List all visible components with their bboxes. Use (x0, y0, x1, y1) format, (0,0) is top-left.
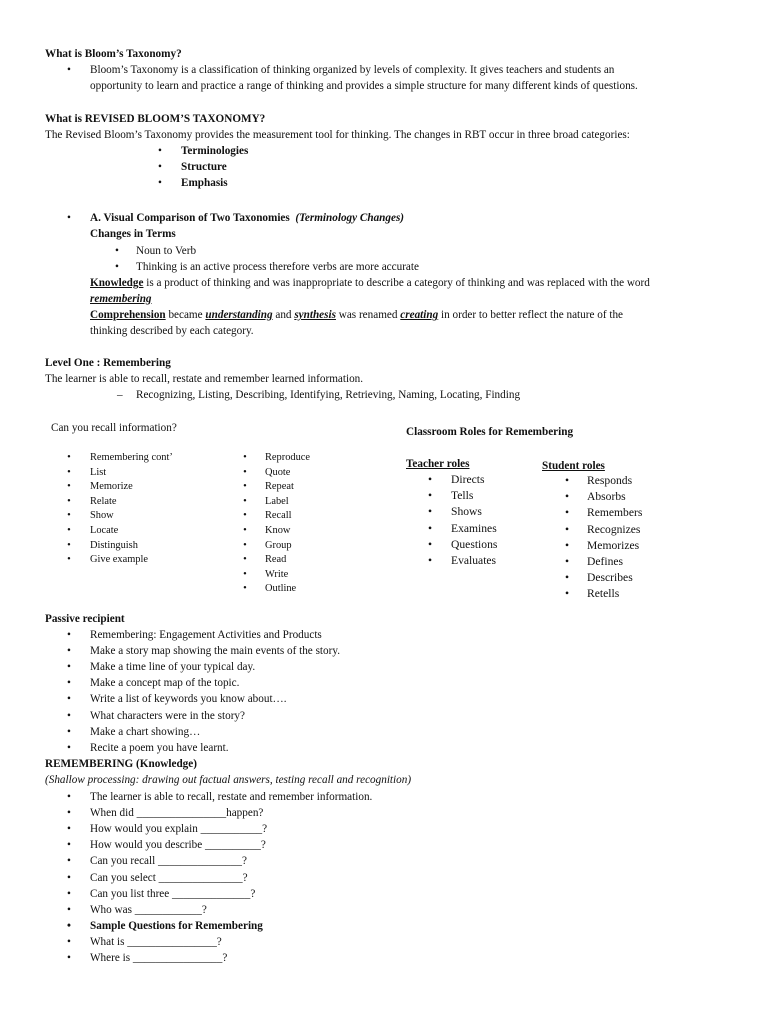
knowledge-word: Knowledge (90, 277, 144, 289)
activity-item: Remembering: Engagement Activities and Products (90, 629, 322, 641)
student-role-item: Retells (587, 587, 620, 601)
verb-item: Write (265, 568, 289, 580)
bullet-icon: • (564, 538, 570, 552)
changes-in-terms: Changes in Terms (90, 228, 176, 240)
verb-item: Read (265, 554, 287, 566)
verb-item: Give example (90, 554, 148, 566)
bullet-icon: • (67, 481, 71, 493)
student-roles-heading: Student roles (542, 460, 605, 472)
verb-item: Group (265, 539, 292, 551)
question-item: How would you explain ___________? (90, 823, 268, 836)
knowledge-text: is a product of thinking and was inappropriate to describe a category of thinking and was replaced with the word (143, 277, 650, 289)
revised-text: The Revised Bloom’s Taxonomy provides the measurement tool for thinking. The changes in RBT occur in three broad categories: (45, 129, 630, 141)
remembering-word: remembering (90, 293, 152, 305)
bullet-icon: • (67, 645, 71, 658)
bullet-icon: • (243, 452, 247, 463)
sample-question-item: Where is ________________? (90, 952, 228, 964)
teacher-role-item: Tells (451, 489, 474, 503)
level-one-text: The learner is able to recall, restate and remember learned information. (45, 373, 364, 385)
question-item: How would you describe __________? (90, 839, 266, 852)
verb-item: Know (265, 525, 291, 536)
bullet-icon: • (67, 741, 71, 754)
question-item: Who was ____________? (90, 903, 207, 916)
teacher-roles-heading: Teacher roles (406, 458, 470, 470)
bullet-icon: • (243, 466, 247, 478)
bullet-icon: • (564, 490, 570, 504)
teacher-role-item: Examines (451, 521, 497, 535)
bullet-icon: • (243, 495, 247, 507)
bullet-icon: • (427, 537, 433, 551)
bullet-icon: • (67, 452, 71, 463)
verb-item: Remembering cont’ (90, 452, 173, 463)
bullet-icon: • (243, 583, 247, 595)
bullet-icon: • (67, 823, 71, 836)
bullet-icon: • (67, 629, 71, 641)
sample-questions-heading: Sample Questions for Remembering (90, 919, 263, 932)
bullet-icon: • (564, 522, 570, 536)
verb-item: Label (265, 495, 289, 507)
verb-item: Relate (90, 495, 117, 507)
verb-item: Quote (265, 466, 291, 478)
intro-text-line1: Bloom’s Taxonomy is a classification of thinking organized by levels of complexity. It gives teachers and students an (90, 64, 615, 76)
bullet-icon: • (158, 177, 162, 189)
verb-item: List (90, 466, 107, 478)
bullet-icon: • (67, 839, 71, 852)
teacher-role-item: Directs (451, 473, 485, 486)
level-one-verbs: Recognizing, Listing, Describing, Identifying, Retrieving, Naming, Locating, Finding (136, 389, 521, 401)
student-role-item: Memorizes (587, 538, 640, 552)
bullet-icon: • (67, 935, 71, 948)
bullet-icon: • (67, 693, 71, 706)
category-item: Terminologies (181, 145, 249, 157)
renamed-text: was renamed (335, 309, 401, 321)
bullet-icon: • (427, 554, 433, 567)
bullet-icon: • (67, 919, 71, 932)
bullet-icon: • (67, 554, 71, 566)
category-item: Structure (181, 161, 227, 173)
verb-item: Locate (90, 525, 119, 536)
passive-heading: Passive recipient (45, 613, 125, 625)
activity-item: Make a concept map of the topic. (90, 677, 240, 690)
bullet-icon: • (564, 555, 570, 568)
category-item: Emphasis (181, 177, 228, 189)
change-item: Noun to Verb (136, 245, 197, 257)
teacher-role-item: Evaluates (451, 554, 497, 567)
intro-text-line2: opportunity to learn and practice a range of thinking and provides a simple structure for many different kinds of questions. (90, 80, 638, 92)
student-role-item: Describes (587, 571, 633, 585)
teacher-role-item: Shows (451, 505, 482, 519)
question-item: Can you recall _______________? (90, 855, 247, 868)
section-heading-revised: What is REVISED BLOOM’S TAXONOMY? (45, 113, 266, 125)
bullet-icon: • (564, 474, 570, 487)
classroom-roles-heading: Classroom Roles for Remembering (406, 426, 574, 438)
comparison-heading: A. Visual Comparison of Two Taxonomies (90, 212, 290, 224)
tail-text: in order to better reflect the nature of the (438, 309, 624, 321)
question-item: When did ________________happen? (90, 807, 264, 820)
bullet-icon: • (67, 725, 71, 738)
bullet-icon: • (427, 521, 433, 535)
verb-item: Reproduce (265, 452, 311, 463)
comprehension-line (90, 307, 623, 323)
bullet-icon: • (67, 903, 71, 916)
section-heading-blooms: What is Bloom’s Taxonomy? (45, 48, 182, 60)
became-text: became (165, 309, 206, 321)
bullet-icon: • (564, 571, 570, 585)
bullet-icon: • (115, 245, 119, 257)
verb-item: Memorize (90, 481, 133, 493)
bullet-icon: • (67, 871, 71, 884)
verb-item: Show (90, 510, 114, 522)
activity-item: Make a time line of your typical day. (90, 661, 256, 674)
bullet-icon: • (427, 505, 433, 519)
knowledge-line (90, 275, 650, 291)
student-role-item: Recognizes (587, 522, 641, 536)
bullet-icon: • (427, 473, 433, 486)
question-item: The learner is able to recall, restate and remember information. (90, 791, 373, 803)
dash-icon: – (117, 389, 123, 401)
bullet-icon: • (67, 887, 71, 900)
bullet-icon: • (67, 661, 71, 674)
verb-item: Recall (265, 510, 292, 522)
comparison-heading-italic: (Terminology Changes) (295, 212, 405, 224)
student-role-item: Defines (587, 555, 624, 568)
bullet-icon: • (67, 677, 71, 690)
bullet-icon: • (67, 855, 71, 868)
activity-item: Recite a poem you have learnt. (90, 741, 229, 754)
bullet-icon: • (564, 506, 570, 520)
bullet-icon: • (243, 568, 247, 580)
remembering-knowledge-subtitle: (Shallow processing: drawing out factual answers, testing recall and recognition) (45, 774, 412, 786)
verb-item: Distinguish (90, 539, 138, 551)
comprehension-line2: thinking described by each category. (90, 325, 254, 337)
bullet-icon: • (67, 807, 71, 820)
bullet-icon: • (67, 952, 71, 964)
recall-question: Can you recall information? (51, 422, 177, 434)
student-role-item: Absorbs (587, 490, 626, 504)
level-one-heading: Level One : Remembering (45, 357, 171, 369)
bullet-icon: • (67, 539, 71, 551)
bullet-icon: • (67, 510, 71, 522)
student-role-item: Responds (587, 474, 633, 487)
question-item: Can you select _______________? (90, 871, 248, 884)
bullet-icon: • (243, 481, 247, 493)
creating-word: creating (400, 309, 439, 321)
bullet-icon: • (243, 525, 247, 536)
synthesis-word: synthesis (294, 309, 336, 321)
verb-item: Repeat (265, 481, 294, 493)
activity-item: Make a chart showing… (90, 725, 201, 738)
bullet-icon: • (67, 64, 71, 76)
activity-item: What characters were in the story? (90, 709, 245, 722)
bullet-icon: • (243, 539, 247, 551)
comparison-heading-line (90, 210, 404, 226)
question-item: Can you list three ______________? (90, 887, 256, 900)
teacher-role-item: Questions (451, 537, 498, 551)
verb-item: Outline (265, 583, 297, 595)
bullet-icon: • (67, 466, 71, 478)
bullet-icon: • (67, 791, 71, 803)
activity-item: Write a list of keywords you know about…. (90, 693, 287, 706)
and-text: and (272, 309, 295, 321)
bullet-icon: • (158, 161, 162, 173)
remembering-knowledge-heading: REMEMBERING (Knowledge) (45, 758, 197, 770)
bullet-icon: • (115, 261, 119, 273)
bullet-icon: • (158, 145, 162, 157)
activity-item: Make a story map showing the main events of the story. (90, 645, 341, 658)
bullet-icon: • (243, 510, 247, 522)
bullet-icon: • (243, 554, 247, 566)
sample-question-item: What is ________________? (90, 935, 222, 948)
bullet-icon: • (427, 489, 433, 503)
bullet-icon: • (67, 709, 71, 722)
student-role-item: Remembers (587, 506, 643, 520)
bullet-icon: • (67, 525, 71, 536)
bullet-icon: • (564, 587, 570, 601)
bullet-icon: • (67, 495, 71, 507)
change-item: Thinking is an active process therefore verbs are more accurate (136, 261, 419, 273)
comprehension-word: Comprehension (90, 309, 166, 321)
understanding-word: understanding (205, 309, 273, 321)
bullet-icon: • (67, 212, 71, 224)
